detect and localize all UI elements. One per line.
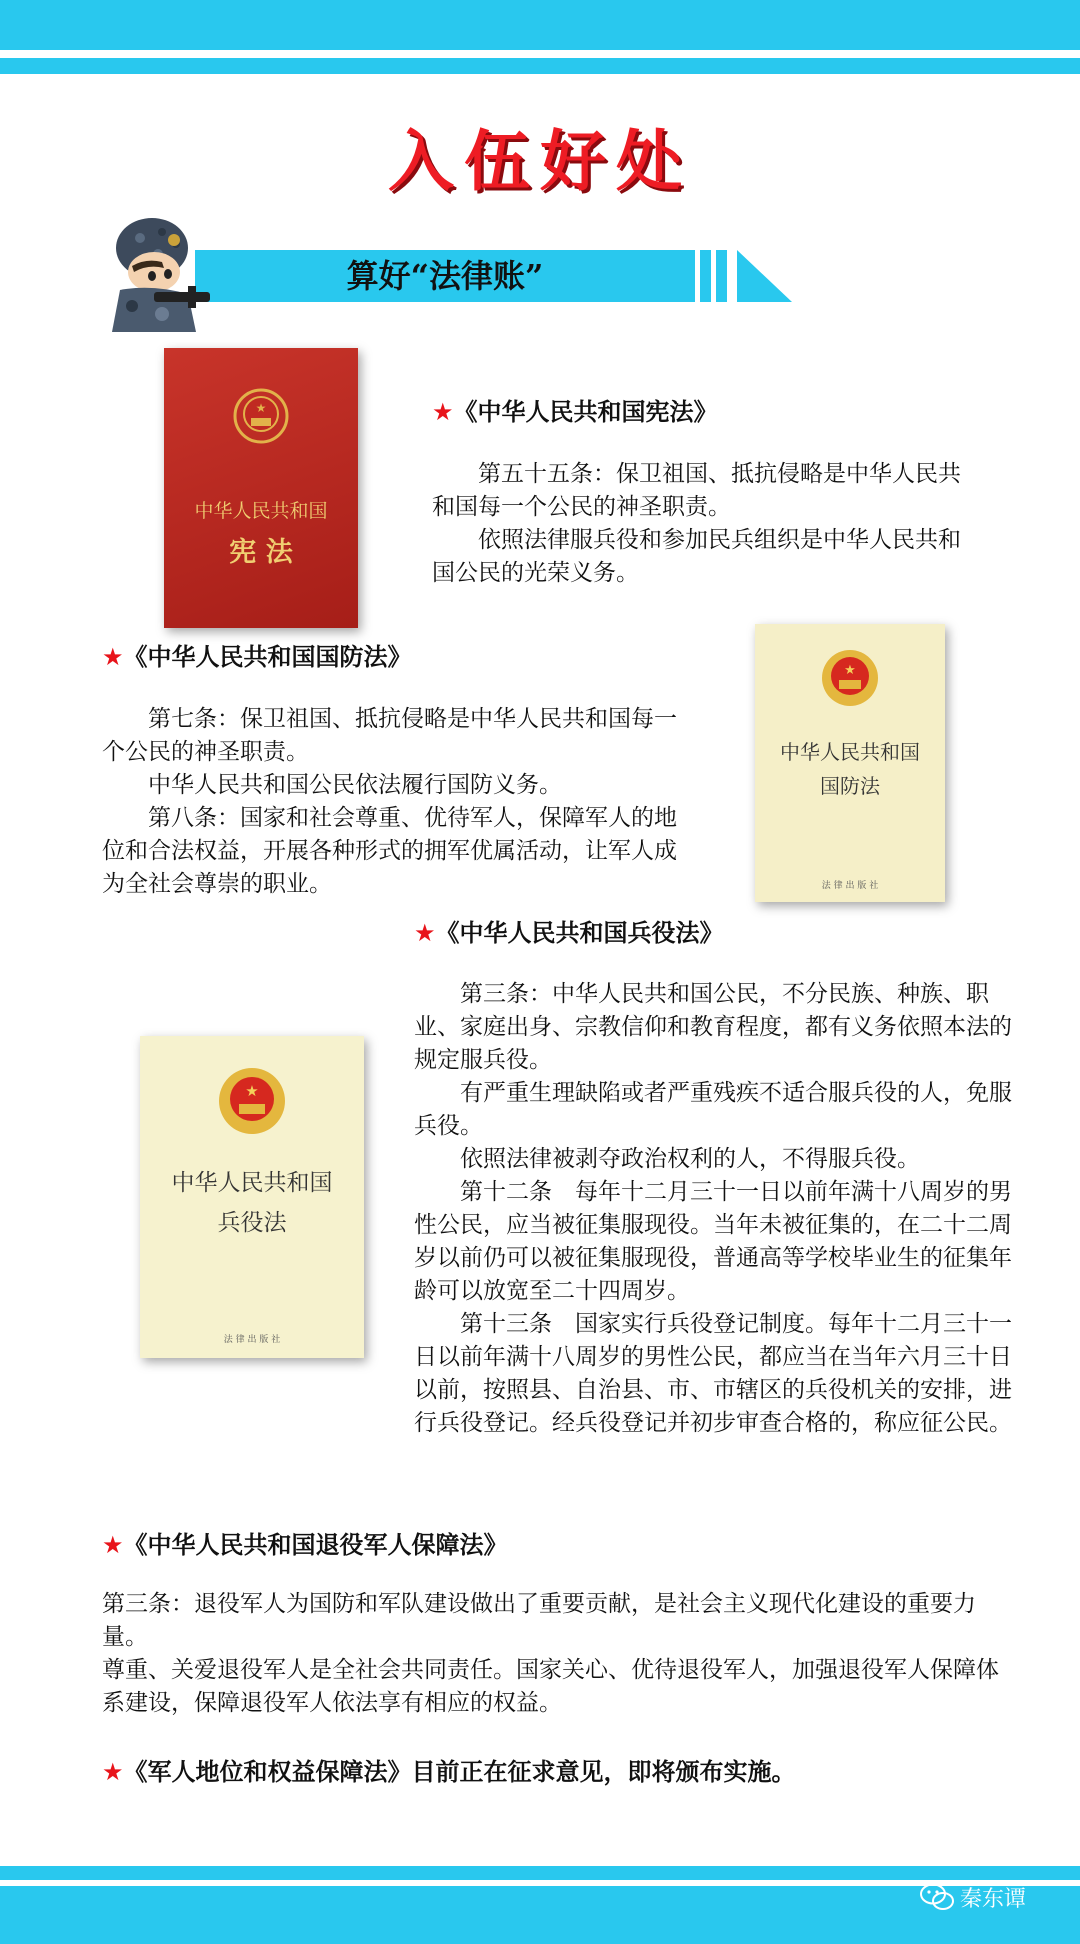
constitution-heading bbox=[432, 392, 718, 427]
status-rights-heading bbox=[102, 1752, 796, 1787]
paragraph: 中华人民共和国公民依法履行国防义务。 bbox=[148, 772, 562, 798]
svg-text:★: ★ bbox=[245, 1082, 259, 1100]
svg-text:★: ★ bbox=[844, 663, 856, 678]
paragraph: 第三条：中华人民共和国公民，不分民族、种族、职业、家庭出身、宗教信仰和教育程度，都有义务依照本法的规定服兵役。 bbox=[414, 981, 1012, 1073]
paragraph: 依照法律服兵役和参加民兵组织是中华人民共和国公民的光荣义务。 bbox=[432, 527, 961, 586]
paragraph: 第七条：保卫祖国、抵抗侵略是中华人民共和国每一个公民的神圣职责。 bbox=[102, 706, 677, 765]
watermark bbox=[920, 1880, 1060, 1914]
defense-heading bbox=[102, 637, 412, 672]
banner-label: 算好“法律账” bbox=[346, 257, 544, 295]
page-title: 入伍好处 bbox=[388, 123, 692, 200]
paragraph: 第三条：退役军人为国防和军队建设做出了重要贡献，是社会主义现代化建设的重要力量。 bbox=[102, 1591, 976, 1650]
book-title-line2: 宪 法 bbox=[229, 537, 293, 568]
book-title-line1: 中华人民共和国 bbox=[780, 740, 920, 764]
top-bar-thin bbox=[0, 58, 1080, 74]
paragraph: 第八条：国家和社会尊重、优待军人，保障军人的地位和合法权益，开展各种形式的拥军优属活动，让军人成为全社会尊崇的职业。 bbox=[102, 805, 677, 897]
paragraph: 第十二条 每年十二月三十一日以前年满十八周岁的男性公民，应当被征集服现役。当年未被征集的，在二十二周岁以前仍可以被征集服现役，普通高等学校毕业生的征集年龄可以放宽至二十四周岁。 bbox=[414, 1179, 1012, 1304]
publisher: 法 律 出 版 社 bbox=[223, 1335, 281, 1345]
star-icon: ★ bbox=[414, 919, 436, 947]
publisher: 法 律 出 版 社 bbox=[821, 881, 879, 891]
banner-arrow-icon bbox=[737, 250, 792, 302]
star-icon: ★ bbox=[102, 1758, 124, 1786]
heading-text: 《中华人民共和国退役军人保障法》 bbox=[123, 1531, 508, 1559]
soldier-mascot-icon bbox=[92, 210, 212, 332]
top-bar bbox=[0, 0, 1080, 50]
heading-text: 《中华人民共和国国防法》 bbox=[123, 643, 412, 671]
paragraph: 第五十五条：保卫祖国、抵抗侵略是中华人民共和国每一个公民的神圣职责。 bbox=[432, 461, 961, 520]
star-icon: ★ bbox=[102, 1531, 124, 1559]
star-icon: ★ bbox=[102, 643, 124, 671]
paragraph: 依照法律被剥夺政治权利的人，不得服兵役。 bbox=[460, 1146, 920, 1172]
bottom-bar-thin bbox=[0, 1866, 1080, 1880]
heading-text: 《中华人民共和国兵役法》 bbox=[435, 919, 724, 947]
national-emblem-icon bbox=[216, 1066, 288, 1136]
book-title-line1: 中华人民共和国 bbox=[171, 1170, 333, 1196]
national-emblem-icon bbox=[231, 388, 291, 446]
defense-text bbox=[102, 703, 687, 901]
paragraph: 第十三条 国家实行兵役登记制度。每年十二月三十一日以前年满十八周岁的男性公民，都应当在当年六月三十日以前，按照县、自治县、市、市辖区的兵役机关的安排，进行兵役登记。经兵役登记并初步审查合格的，称应征公民。 bbox=[414, 1311, 1012, 1436]
bottom-bar bbox=[0, 1886, 1080, 1944]
watermark-text: 秦东谭 bbox=[960, 1886, 1027, 1912]
paragraph: 尊重、关爱退役军人是全社会共同责任。国家关心、优待退役军人，加强退役军人保障体系建设，保障退役军人依法享有相应的权益。 bbox=[102, 1657, 999, 1716]
star-icon: ★ bbox=[432, 398, 454, 426]
military-service-text bbox=[414, 978, 1016, 1440]
book-title-line1: 中华人民共和国 bbox=[194, 500, 328, 522]
book-title-line2: 国防法 bbox=[820, 774, 880, 798]
constitution-book-cover bbox=[164, 348, 358, 628]
national-emblem-icon bbox=[819, 648, 881, 708]
military-service-book-cover bbox=[140, 1036, 364, 1358]
heading-text: 《军人地位和权益保障法》目前正在征求意见，即将颁布实施。 bbox=[123, 1758, 796, 1786]
paragraph: 有严重生理缺陷或者严重残疾不适合服兵役的人，免服兵役。 bbox=[414, 1080, 1012, 1139]
book-title-line2: 兵役法 bbox=[217, 1210, 287, 1236]
heading-text: 《中华人民共和国宪法》 bbox=[453, 398, 718, 426]
military-service-heading bbox=[414, 913, 724, 948]
veterans-heading bbox=[102, 1525, 508, 1560]
wechat-icon bbox=[920, 1883, 954, 1911]
veterans-text bbox=[102, 1588, 1017, 1720]
banner-stripe bbox=[716, 250, 727, 302]
constitution-text bbox=[432, 458, 972, 590]
banner-stripe bbox=[700, 250, 711, 302]
defense-book-cover bbox=[755, 624, 945, 902]
svg-text:★: ★ bbox=[255, 401, 267, 415]
